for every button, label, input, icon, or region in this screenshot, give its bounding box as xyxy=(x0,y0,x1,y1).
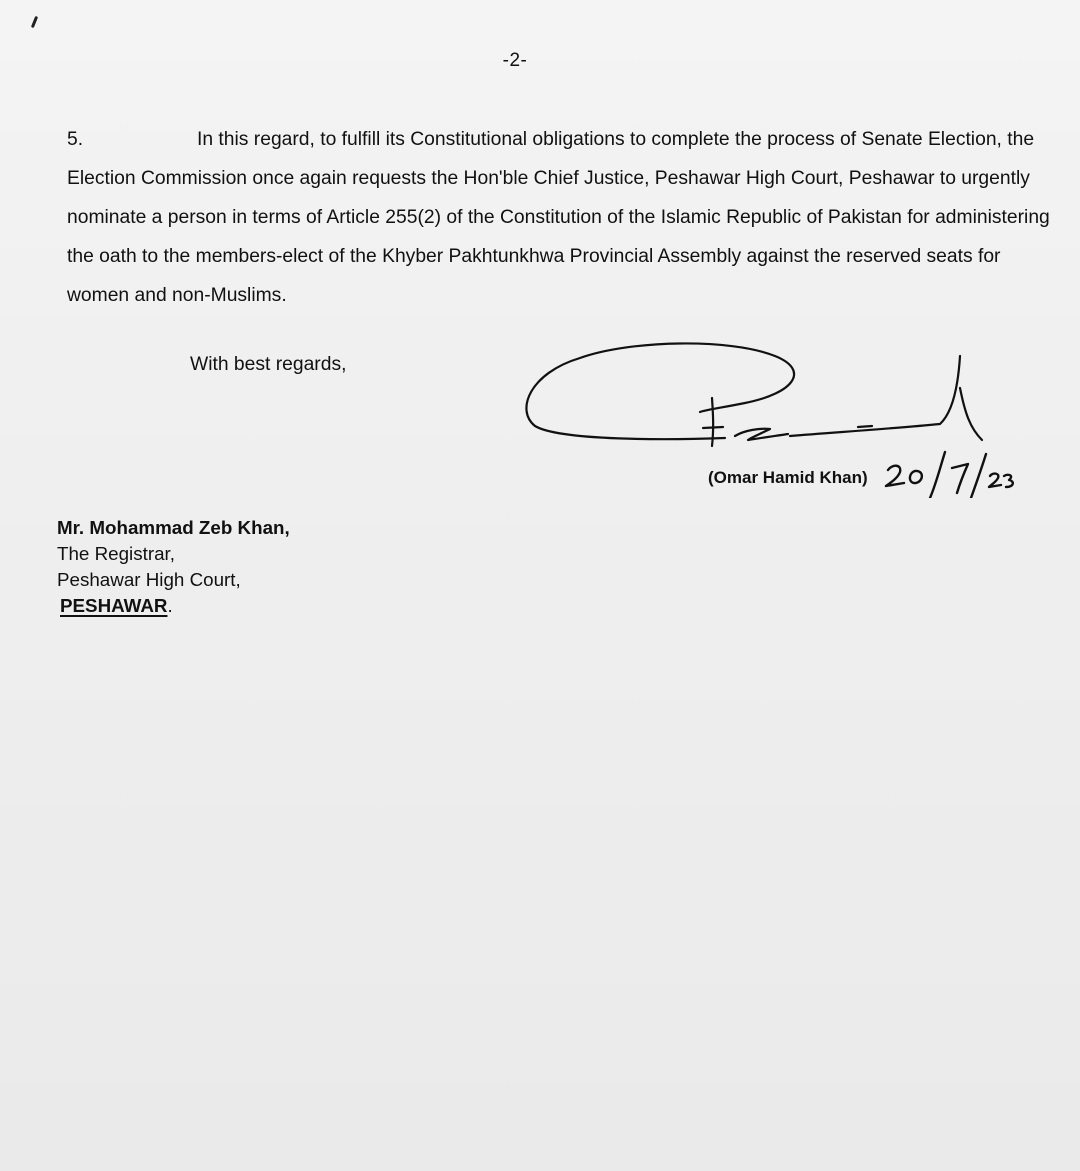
addressee-block xyxy=(57,515,290,619)
paragraph-line: Election Commission once again requests the Hon'ble Chief Justice, Peshawar High Court, Peshawar to urgently xyxy=(67,168,1030,189)
paragraph-line: women and non-Muslims. xyxy=(67,285,287,306)
signatory-name: (Omar Hamid Khan) xyxy=(708,468,868,487)
paragraph-line: the oath to the members-elect of the Khyber Pakhtunkhwa Provincial Assembly against the reserved seats for xyxy=(67,246,1001,267)
addressee-city: PESHAWAR xyxy=(60,595,168,616)
closing-salutation: With best regards, xyxy=(190,354,347,375)
addressee-court: Peshawar High Court, xyxy=(57,569,241,590)
paragraph-line-text: In this regard, to fulfill its Constitutional obligations to complete the process of Senate Election, the xyxy=(197,129,1035,150)
addressee-title: The Registrar, xyxy=(57,543,175,564)
paragraph-5 xyxy=(67,120,1050,315)
paragraph-number: 5. xyxy=(67,129,84,150)
addressee-city-suffix: . xyxy=(167,595,173,616)
addressee-name: Mr. Mohammad Zeb Khan, xyxy=(57,517,290,538)
paragraph-line: nominate a person in terms of Article 255(2) of the Constitution of the Islamic Republic of Pakistan for administering xyxy=(67,207,1050,228)
page-number: -2- xyxy=(502,50,528,71)
stray-pen-mark xyxy=(31,16,38,28)
addressee-city-line xyxy=(57,593,290,619)
paragraph-line xyxy=(67,120,1035,159)
